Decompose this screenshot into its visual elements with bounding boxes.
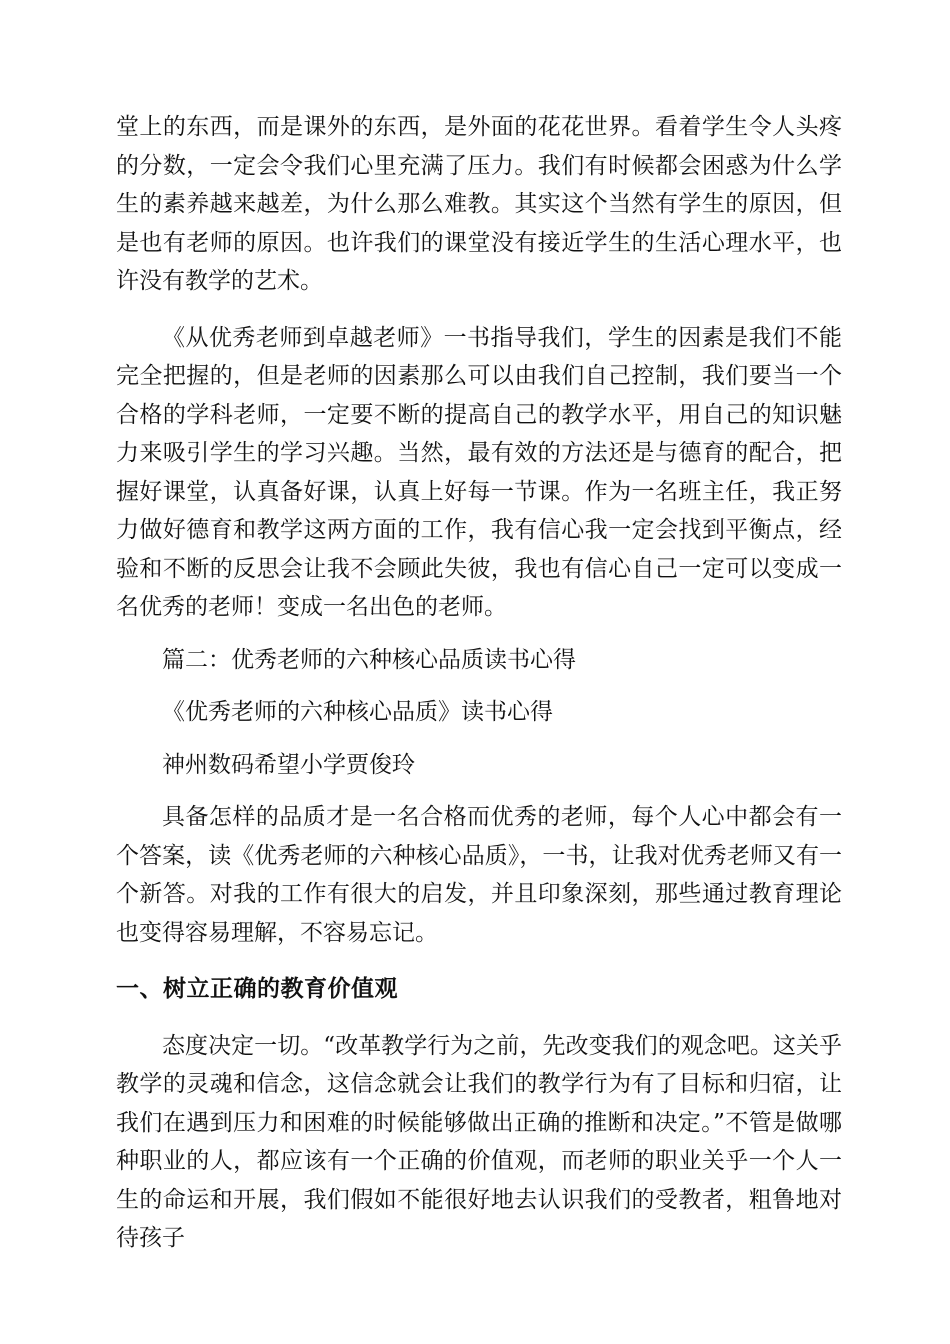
heading-value-outlook: 一、树立正确的教育价值观 bbox=[116, 976, 398, 1002]
article-author: 神州数码希望小学贾俊玲 bbox=[162, 751, 415, 778]
section-title-part-two: 篇二：优秀老师的六种核心品质读书心得 bbox=[162, 646, 576, 673]
paragraph-continuation: 堂上的东西，而是课外的东西，是外面的花花世界。看着学生令人头疼的分数，一定会令我们心里充满了压力。我们有时候都会困惑为什么学生的素养越来越差，为什么那么难教。其实这个当然有学生的原因，但是也有老师的原因。也许我们的课堂没有接近学生的生活心理水平，也许没有教学的艺术。 bbox=[116, 114, 842, 294]
paragraph-book-guidance: 《从优秀老师到卓越老师》一书指导我们，学生的因素是我们不能完全把握的，但是老师的因素那么可以由我们自己控制，我们要当一个合格的学科老师，一定要不断的提高自己的教学水平，用自己的知识魅力来吸引学生的学习兴趣。当然，最有效的方法还是与德育的配合，把握好课堂，认真备好课，认真上好每一节课。作为一名班主任，我正努力做好德育和教学这两方面的工作，我有信心我一定会找到平衡点，经验和不断的反思会让我不会顾此失彼，我也有信心自己一定可以变成一名优秀的老师！变成一名出色的老师。 bbox=[116, 324, 842, 620]
paragraph-introduction: 具备怎样的品质才是一名合格而优秀的老师，每个人心中都会有一个答案，读《优秀老师的六种核心品质》，一书，让我对优秀老师又有一个新答。对我的工作有很大的启发，并且印象深刻，那些通过教育理论也变得容易理解，不容易忘记。 bbox=[116, 804, 842, 946]
document-body bbox=[116, 108, 842, 1258]
article-title: 《优秀老师的六种核心品质》读书心得 bbox=[162, 699, 553, 725]
paragraph-attitude: 态度决定一切。“改革教学行为之前，先改变我们的观念吧。这关乎教学的灵魂和信念，这信念就会让我们的教学行为有了目标和归宿，让我们在遇到压力和困难的时候能够做出正确的推断和决定。”不管是做哪种职业的人，都应该有一个正确的价值观，而老师的职业关乎一个人一生的命运和开展，我们假如不能很好地去认识我们的受教者，粗鲁地对待孩子 bbox=[116, 1032, 842, 1251]
